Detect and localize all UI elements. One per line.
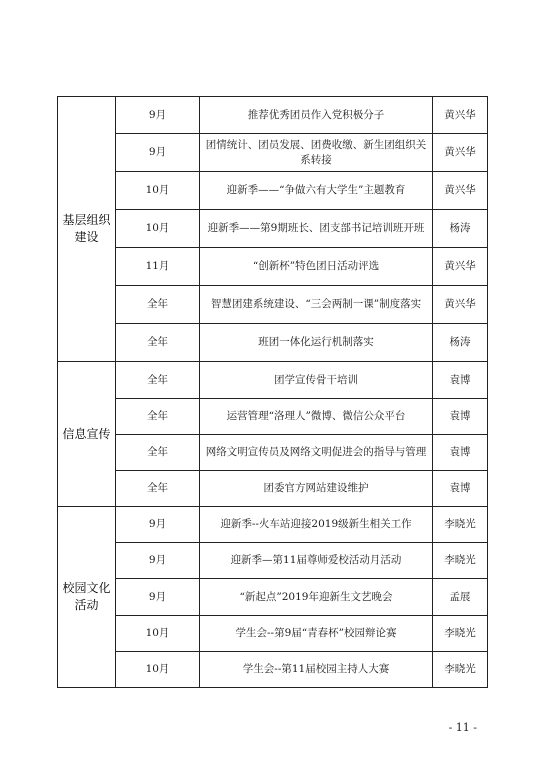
time-cell: 全年 [116, 362, 200, 399]
category-cell: 校园文化活动 [58, 507, 116, 688]
table-row [58, 579, 488, 616]
time-cell: 9月 [116, 507, 200, 543]
table-row [58, 471, 488, 507]
item-cell: 班团一体化运行机制落实 [200, 324, 433, 362]
time-cell: 9月 [116, 134, 200, 172]
person-cell: 袁博 [433, 362, 488, 399]
person-cell: 李晓光 [433, 652, 488, 688]
time-cell: 11月 [116, 248, 200, 286]
time-cell: 全年 [116, 435, 200, 471]
person-cell: 李晓光 [433, 543, 488, 579]
table-row [58, 97, 488, 134]
item-cell: 迎新季——第9期班长、团支部书记培训班开班 [200, 210, 433, 248]
person-cell: 李晓光 [433, 507, 488, 543]
item-cell: 迎新季--火车站迎接2019级新生相关工作 [200, 507, 433, 543]
person-cell: 袁博 [433, 471, 488, 507]
activity-schedule-table [57, 96, 488, 688]
person-cell: 袁博 [433, 435, 488, 471]
table-row [58, 324, 488, 362]
item-cell: 网络文明宣传员及网络文明促进会的指导与管理 [200, 435, 433, 471]
table-row [58, 172, 488, 210]
person-cell: 李晓光 [433, 616, 488, 652]
time-cell: 全年 [116, 399, 200, 435]
table-row [58, 543, 488, 579]
table-row [58, 616, 488, 652]
item-cell: 推荐优秀团员作入党积极分子 [200, 97, 433, 134]
person-cell: 黄兴华 [433, 134, 488, 172]
category-cell: 基层组织建设 [58, 97, 116, 362]
time-cell: 全年 [116, 471, 200, 507]
item-cell: “创新杯”特色团日活动评选 [200, 248, 433, 286]
table-row [58, 362, 488, 399]
person-cell: 杨涛 [433, 210, 488, 248]
time-cell: 全年 [116, 286, 200, 324]
person-cell: 黄兴华 [433, 97, 488, 134]
time-cell: 9月 [116, 579, 200, 616]
time-cell: 9月 [116, 543, 200, 579]
category-cell: 信息宣传 [58, 362, 116, 507]
item-cell: “新起点”2019年迎新生文艺晚会 [200, 579, 433, 616]
item-cell: 团学宣传骨干培训 [200, 362, 433, 399]
item-cell: 运营管理“洛理人”微博、微信公众平台 [200, 399, 433, 435]
page-number: - 11 - [448, 721, 477, 734]
person-cell: 黄兴华 [433, 248, 488, 286]
item-cell: 学生会--第11届校园主持人大赛 [200, 652, 433, 688]
table-row [58, 399, 488, 435]
table-row [58, 210, 488, 248]
item-cell: 迎新季—第11届尊师爱校活动月活动 [200, 543, 433, 579]
table-row [58, 652, 488, 688]
time-cell: 全年 [116, 324, 200, 362]
person-cell: 黄兴华 [433, 286, 488, 324]
time-cell: 10月 [116, 210, 200, 248]
person-cell: 袁博 [433, 399, 488, 435]
person-cell: 杨涛 [433, 324, 488, 362]
item-cell: 迎新季——“争做六有大学生”主题教育 [200, 172, 433, 210]
table-row [58, 435, 488, 471]
time-cell: 10月 [116, 652, 200, 688]
table-row [58, 507, 488, 543]
table-row [58, 248, 488, 286]
item-cell: 团情统计、团员发展、团费收缴、新生团组织关系转接 [200, 134, 433, 172]
time-cell: 10月 [116, 172, 200, 210]
time-cell: 10月 [116, 616, 200, 652]
table-row [58, 134, 488, 172]
person-cell: 孟展 [433, 579, 488, 616]
item-cell: 智慧团建系统建设、“三会两制一课”制度落实 [200, 286, 433, 324]
item-cell: 学生会--第9届“青春杯”校园辩论赛 [200, 616, 433, 652]
table-row [58, 286, 488, 324]
item-cell: 团委官方网站建设维护 [200, 471, 433, 507]
person-cell: 黄兴华 [433, 172, 488, 210]
time-cell: 9月 [116, 97, 200, 134]
